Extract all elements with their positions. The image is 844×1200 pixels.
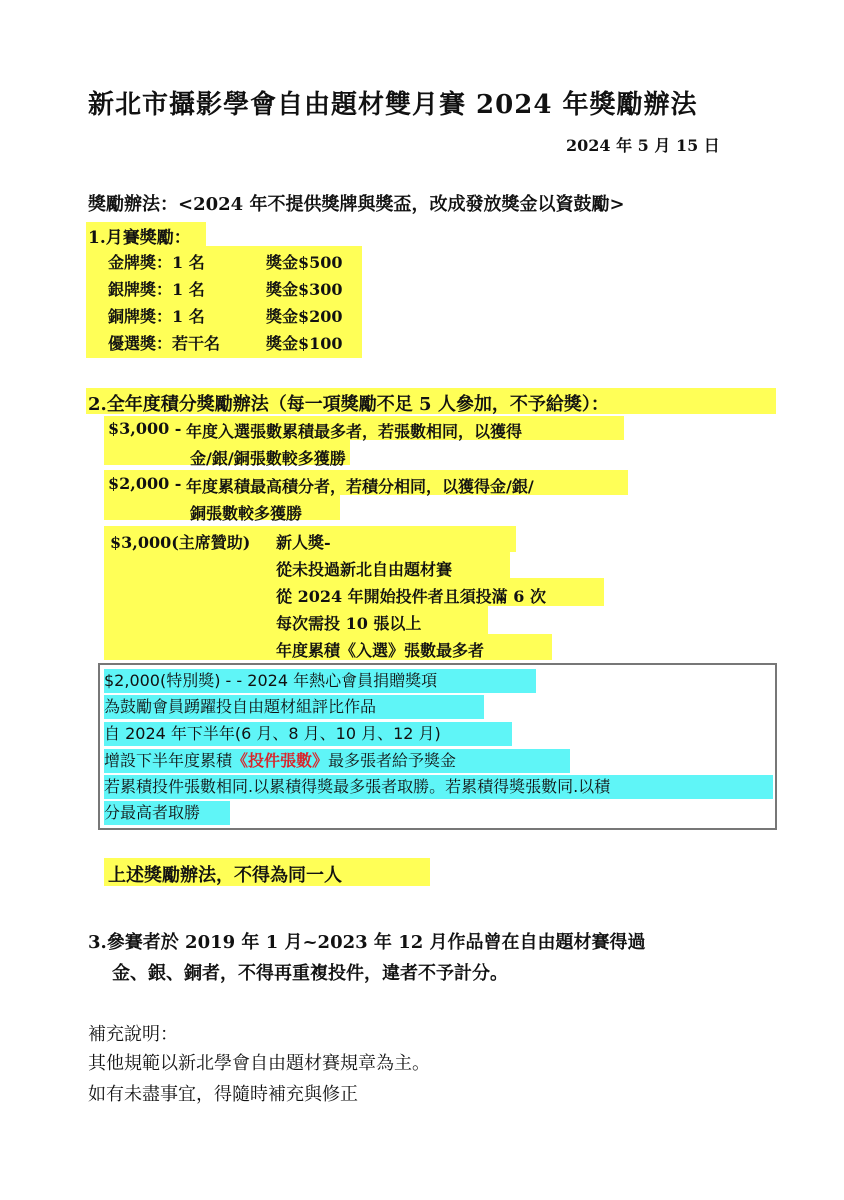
award-b-line1: 年度累積最高積分者，若積分相同，以獲得金/銀/ (186, 477, 534, 496)
award-a-line2: 金/銀/銅張數較多獲勝 (190, 449, 346, 468)
special-line4-post: 最多張者給予獎金 (328, 751, 457, 770)
award-c-line4: 每次需投 10 張以上 (276, 614, 422, 633)
monthly-bronze-prize: 獎金$200 (266, 307, 343, 326)
document-date: 2024 年 5 月 15 日 (566, 136, 720, 155)
supplement-line1: 其他規範以新北學會自由題材賽規章為主。 (88, 1053, 430, 1074)
award-c-line5: 年度累積《入選》張數最多者 (276, 641, 485, 660)
special-line6: 分最高者取勝 (104, 801, 230, 825)
monthly-merit-prize: 獎金$100 (266, 334, 343, 353)
award-c-amount: $3,000(主席贊助) (110, 533, 251, 552)
supplement-heading: 補充說明： (88, 1024, 178, 1045)
award-a-line1: 年度入選張數累積最多者，若張數相同，以獲得 (186, 422, 523, 441)
special-line2: 為鼓勵會員踴躍投自由題材組評比作品 (104, 695, 484, 719)
monthly-bronze-label: 銅牌獎：1 名 (108, 307, 205, 326)
special-award-box (98, 663, 777, 830)
award-a-amount: $3,000 - (108, 419, 182, 438)
special-line4 (104, 749, 570, 773)
monthly-heading: 1.月賽獎勵： (88, 228, 191, 248)
document-title: 新北市攝影學會自由題材雙月賽 2024 年獎勵辦法 (88, 90, 698, 120)
award-b-amount: $2,000 - (108, 474, 182, 493)
monthly-merit-label: 優選獎：若干名 (108, 334, 221, 353)
monthly-gold-label: 金牌獎：1 名 (108, 253, 205, 272)
supplement-line2: 如有未盡事宜，得隨時補充與修正 (88, 1084, 358, 1105)
monthly-silver-prize: 獎金$300 (266, 280, 343, 299)
award-b-line2: 銅張數較多獲勝 (190, 504, 303, 523)
special-line4-pre: 增設下半年度累積 (104, 751, 233, 770)
special-line3: 自 2024 年下半年(6 月、8 月、10 月、12 月) (104, 722, 512, 746)
intro-line: 獎勵辦法：<2024 年不提供獎牌與獎盃，改成發放獎金以資鼓勵> (88, 194, 625, 215)
monthly-silver-label: 銀牌獎：1 名 (108, 280, 205, 299)
rule3-line1: 3.參賽者於 2019 年 1 月~2023 年 12 月作品曾在自由題材賽得過 (88, 932, 646, 953)
award-c-line3: 從 2024 年開始投件者且須投滿 6 次 (276, 587, 546, 606)
annual-heading: 2.全年度積分獎勵辦法（每一項獎勵不足 5 人參加，不予給獎）： (88, 394, 609, 415)
special-line4-highlight: 《投件張數》 (232, 751, 329, 770)
award-c-line1: 新人獎- (276, 533, 331, 552)
highlight-c-left (104, 552, 274, 660)
award-c-line2: 從未投過新北自由題材賽 (276, 560, 453, 579)
same-person-note: 上述獎勵辦法，不得為同一人 (108, 865, 342, 886)
rule3-line2: 金、銀、銅者，不得再重複投件，違者不予計分。 (112, 963, 508, 984)
special-line1: $2,000(特別獎) - - 2024 年熱心會員捐贈獎項 (104, 669, 536, 693)
monthly-gold-prize: 獎金$500 (266, 253, 343, 272)
special-line5: 若累積投件張數相同.以累積得獎最多張者取勝。若累積得獎張數同.以積 (104, 775, 773, 799)
